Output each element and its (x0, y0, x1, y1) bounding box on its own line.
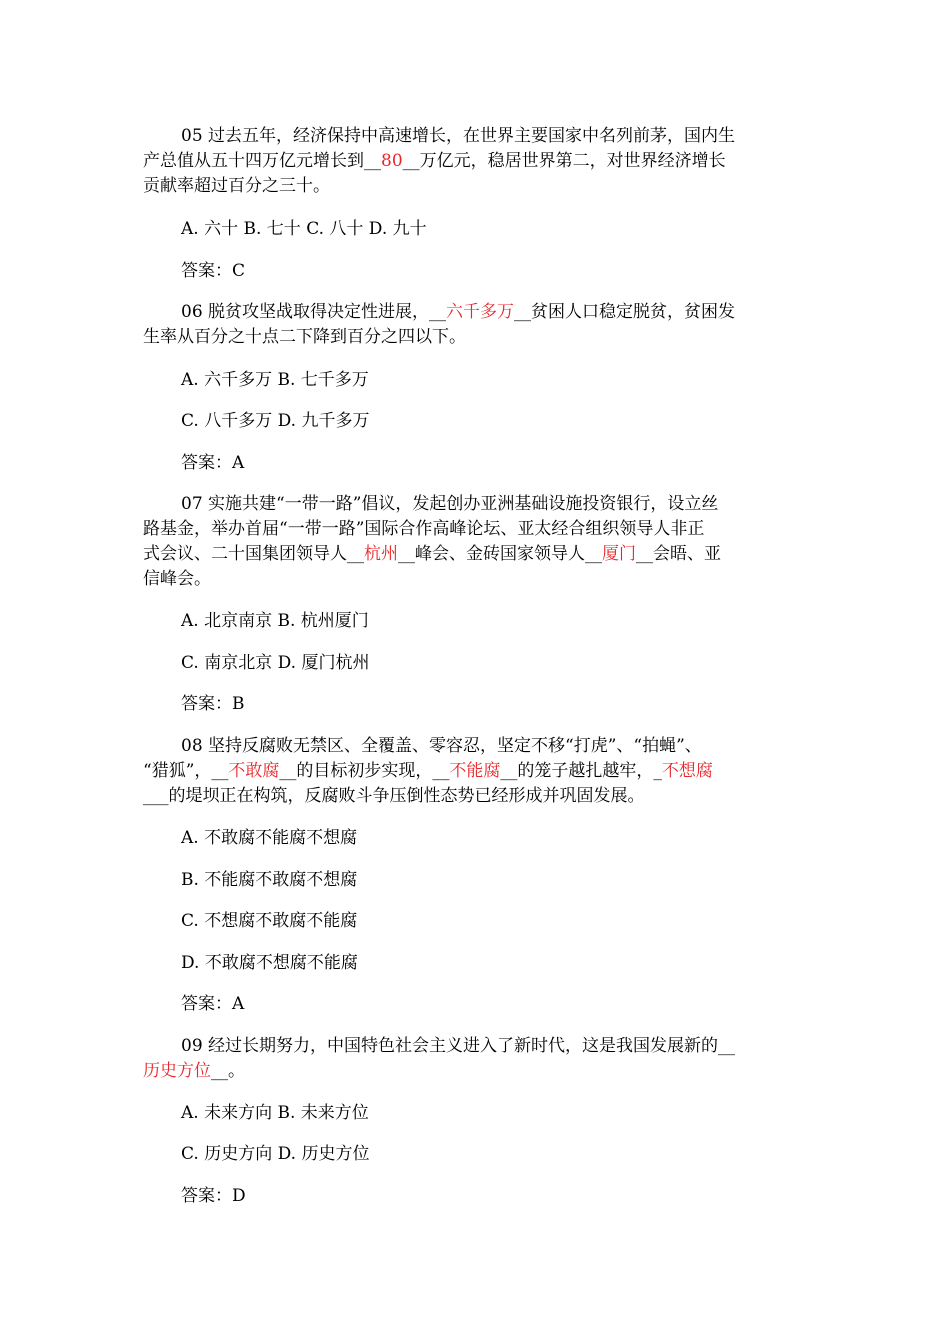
question-line: 05 过去五年，经济保持中高速增长，在世界主要国家中名列前茅，国内生 (181, 126, 736, 146)
question-07-option-row-1: A. 北京南京 B. 杭州厦门 (181, 611, 369, 631)
question-line: 产总值从五十四万亿元增长到__80__万亿元，稳居世界第二，对世界经济增长 (143, 151, 726, 171)
question-09-option-row-2: C. 历史方向 D. 历史方位 (181, 1144, 370, 1164)
question-08-option-a: A. 不敢腐不能腐不想腐 (181, 828, 358, 848)
blank-answer: 不想腐 (661, 761, 713, 781)
question-05-text (143, 124, 803, 199)
question-07-option-row-2: C. 南京北京 D. 厦门杭州 (181, 653, 370, 673)
blank-answer: 不能腐 (449, 761, 501, 781)
blank-answer: 80 (381, 151, 403, 171)
question-line: 生率从百分之十点二下降到百分之四以下。 (143, 327, 466, 347)
question-06-option-row-2: C. 八千多万 D. 九千多万 (181, 411, 370, 431)
blank-answer: 六千多万 (446, 302, 515, 322)
question-line: 信峰会。 (143, 569, 211, 589)
question-09-option-row-1: A. 未来方向 B. 未来方位 (181, 1103, 369, 1123)
question-line: ___的堤坝正在构筑，反腐败斗争压倒性态势已经形成并巩固发展。 (143, 786, 645, 806)
question-08-option-c: C. 不想腐不敢腐不能腐 (181, 911, 358, 931)
question-line: 07 实施共建“一带一路”倡议，发起创办亚洲基础设施投资银行，设立丝 (181, 494, 719, 514)
question-08-option-d: D. 不敢腐不想腐不能腐 (181, 953, 358, 973)
question-line: 贡献率超过百分之三十。 (143, 176, 330, 196)
blank-answer: 不敢腐 (228, 761, 280, 781)
question-08-answer: 答案：A (181, 994, 245, 1014)
question-06-text (143, 300, 803, 350)
question-line: 06 脱贫攻坚战取得决定性进展，__六千多万__贫困人口稳定脱贫，贫困发 (181, 302, 736, 322)
question-line: 历史方位__。 (143, 1061, 245, 1081)
question-07-text (143, 492, 803, 592)
question-line: “猎狐”，__不敢腐__的目标初步实现，__不能腐__的笼子越扎越牢，_不想腐 (143, 761, 713, 781)
blank-answer: 杭州 (364, 544, 398, 564)
question-09-answer: 答案：D (181, 1186, 246, 1206)
question-07-answer: 答案：B (181, 694, 245, 714)
question-05-options: A. 六十 B. 七十 C. 八十 D. 九十 (181, 219, 427, 239)
question-line: 路基金，举办首届“一带一路”国际合作高峰论坛、亚太经合组织领导人非正 (143, 519, 705, 539)
question-line: 式会议、二十国集团领导人__杭州__峰会、金砖国家领导人__厦门__会晤、亚 (143, 544, 721, 564)
question-06-answer: 答案：A (181, 453, 245, 473)
question-05-answer: 答案：C (181, 261, 246, 281)
blank-answer: 历史方位 (143, 1061, 211, 1081)
question-line: 08 坚持反腐败无禁区、全覆盖、零容忍，坚定不移“打虎”、“拍蝇”、 (181, 736, 702, 756)
blank-answer: 厦门 (602, 544, 636, 564)
question-06-option-row-1: A. 六千多万 B. 七千多万 (181, 370, 369, 390)
question-line: 09 经过长期努力，中国特色社会主义进入了新时代，这是我国发展新的__ (181, 1036, 736, 1056)
question-09-text (143, 1034, 803, 1084)
question-08-text (143, 734, 803, 809)
question-08-option-b: B. 不能腐不敢腐不想腐 (181, 870, 358, 890)
